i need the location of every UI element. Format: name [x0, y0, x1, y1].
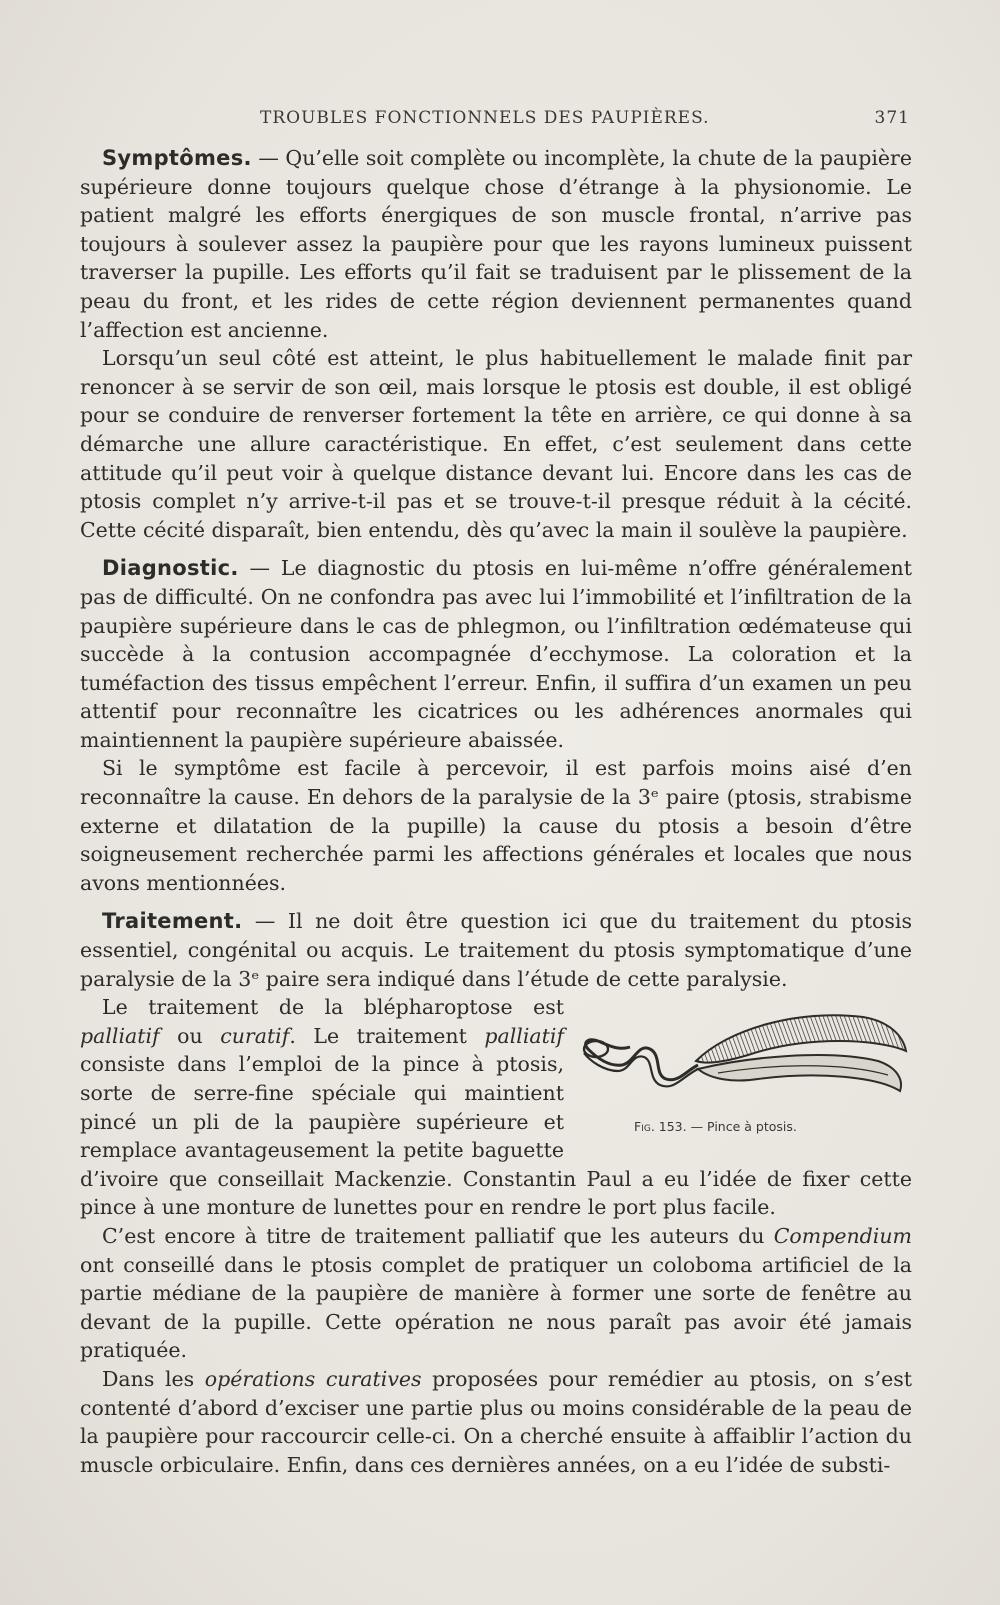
ptosis-forceps-illustration [578, 999, 918, 1111]
figure-caption-text: — Pince à ptosis. [686, 1119, 797, 1135]
italic-curatif: curatif [220, 1023, 290, 1048]
text-traitement-1: — Il ne doit être question ici que du traitement du ptosis essentiel, congénital ou acquis. Le traitement du ptosis symptomatique d’une paralysie de la 3ᵉ paire sera indiqué dans l’étude de cette paralysie. [80, 909, 912, 991]
paragraph-symptomes-2: Lorsqu’un seul côté est atteint, le plus habituellement le malade finit par renoncer à se servir de son œil, mais lorsque le ptosis est double, il est obligé pour se conduire de renverser fortement la tête en arrière, ce qui donne à sa démarche une allure caractéristique. En effet, c’est seulement dans cette attitude qu’il peut voir à quelque distance devant lui. Encore dans les cas de ptosis complet n’y arrive-t-il pas et se trouve-t-il presque réduit à la cécité. Cette cécité disparaît, bien entendu, dès qu’avec la main il soulève la paupière. [80, 346, 912, 542]
text-traitement-3b: ont conseillé dans le ptosis complet de pratiquer un coloboma artificiel de la partie médiane de la paupière de manière à former une sorte de fenêtre au devant de la pupille. Cette opération ne nous paraît pas avoir été jamais pratiquée. [80, 1252, 912, 1363]
text-symptomes-1: — Qu’elle soit complète ou incomplète, la chute de la paupière supérieure donne toujours quelque chose d’étrange à la physionomie. Le patient malgré les efforts énergiques de son muscle frontal, n’arrive pas toujours à soulever assez la paupière pour que les rayons lumineux puissent traverser la pupille. Les efforts qu’il fait se traduisent par le plissement de la peau du front, et les rides de cette région deviennent permanentes quand l’affection est ancienne. [80, 146, 912, 342]
italic-compendium: Compendium [773, 1223, 912, 1248]
italic-palliatif: palliatif [80, 1023, 160, 1048]
paragraph-symptomes-1 [80, 144, 912, 344]
paragraph-traitement-4 [80, 1365, 912, 1479]
text-diagnostic-1: — Le diagnostic du ptosis en lui-même n’offre généralement pas de difficulté. On ne confondra pas avec lui l’immobilité et l’infiltration de la paupière supérieure dans le cas de phlegmon, ou l’infiltration œdémateuse qui succède à la contusion accompagnée d’ecchymose. La coloration et la tuméfaction des tissus empêchent l’erreur. Enfin, il suffira d’un examen un peu attentif pour reconnaître les cicatrices ou les adhérences anormales qui maintiennent la paupière supérieure abaissée. [80, 556, 912, 752]
heading-symptomes: Symptômes. [102, 146, 252, 170]
running-title: TROUBLES FONCTIONNELS DES PAUPIÈRES. [260, 108, 710, 128]
text-traitement-2-ou: ou [159, 1023, 221, 1048]
text-traitement-2b: . Le traitement [289, 1023, 485, 1048]
text-traitement-4b: proposées pour remédier au ptosis, on s’est contenté d’abord d’exciser une partie plus ou moins considérable de la peau de la paupière pour raccourcir celle-ci. On a cherché ensuite à affaiblir l’action du muscle orbiculaire. Enfin, dans ces dernières années, on a eu l’idée de substi- [80, 1366, 912, 1477]
italic-palliatif-2: palliatif [484, 1023, 564, 1048]
paragraph-diagnostic-1 [80, 554, 912, 754]
heading-traitement: Traitement. [102, 909, 243, 934]
text-traitement-2c: consiste dans l’emploi de la pince à ptosis, sorte de serre-fine spéciale qui maintient pincé un pli de la paupière supérieure et remplace avantageusement la petite baguette d’ivoire que conseillait Mackenzie. Constantin Paul a eu l’idée de fixer cette pince à une monture de lunettes pour en rendre le port plus facile. [80, 1052, 912, 1220]
body-text [80, 144, 912, 1479]
heading-diagnostic: Diagnostic. [102, 556, 239, 581]
text-traitement-2a: Le traitement de la blépharoptose est [102, 995, 564, 1020]
paragraph-traitement-1 [80, 907, 912, 993]
figure-label: Fig. 153. [634, 1119, 687, 1135]
page-number: 371 [874, 108, 910, 128]
text-traitement-4a: Dans les [102, 1366, 205, 1391]
paragraph-diagnostic-2: Si le symptôme est facile à percevoir, il est parfois moins aisé d’en reconnaître la cause. En dehors de la paralysie de la 3ᵉ paire (ptosis, strabisme externe et dilatation de la pupille) la cause du ptosis a besoin d’être soigneusement recherchée parmi les affections générales et locales que nous avons mentionnées. [80, 756, 912, 895]
figure-caption [634, 1113, 797, 1142]
italic-operations-curatives: opérations curatives [204, 1366, 422, 1391]
figure-pince-a-ptosis [578, 999, 918, 1139]
text-traitement-3a: C’est encore à titre de traitement palliatif que les auteurs du [102, 1223, 774, 1248]
paragraph-traitement-3 [80, 1222, 912, 1365]
